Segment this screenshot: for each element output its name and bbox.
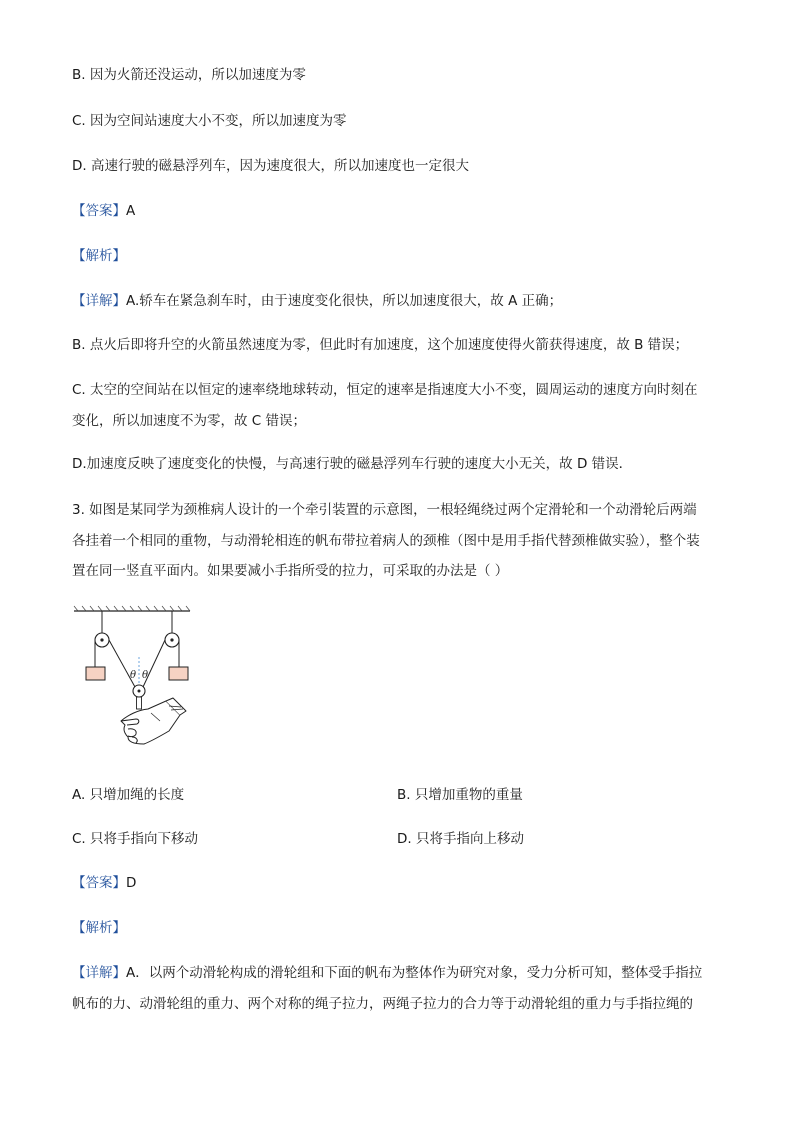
answer-value: D [126,875,137,891]
q2-detail-line-2: B. 点火后即将升空的火箭虽然速度为零，但此时有加速度，这个加速度使得火箭获得速度，故 B 错误； [72,337,689,353]
angle-label-left: θ [130,670,137,681]
q2-analysis-tag: 【解析】 [72,248,126,264]
q2-answer [72,202,135,220]
q3-option-c: C. 只将手指向下移动 [72,831,199,847]
prev-option-c: C. 因为空间站速度大小不变，所以加速度为零 [72,113,347,129]
q3-stem-line-1: 3. 如图是某同学为颈椎病人设计的一个牵引装置的示意图，一根轻绳绕过两个定滑轮和一个动滑轮后两端 [72,502,697,518]
q2-detail-line-4: 变化，所以加速度不为零，故 C 错误； [72,413,307,429]
canvas-strap [137,697,142,709]
hand-icon [121,698,186,744]
pulley-traction-figure [72,603,192,753]
q3-detail-line-1 [72,964,702,982]
q3-option-a: A. 只增加绳的长度 [72,787,185,803]
left-weight [86,667,105,680]
detail-text: A．以两个动滑轮构成的滑轮组和下面的帆布为整体作为研究对象，受力分析可知，整体受手指拉 [126,965,703,981]
q3-analysis-tag: 【解析】 [72,920,126,936]
prev-option-d: D. 高速行驶的磁悬浮列车，因为速度很大，所以加速度也一定很大 [72,158,469,174]
right-weight [169,667,188,680]
angle-label-right: θ [142,670,149,681]
q2-detail-line-5: D.加速度反映了速度变化的快慢，与高速行驶的磁悬浮列车行驶的速度大小无关，故 D 错误． [72,456,633,472]
answer-tag: 【答案】 [72,203,126,219]
q3-answer [72,874,136,892]
q3-stem-line-3: 置在同一竖直平面内。如果要减小手指所受的拉力，可采取的办法是（ ） [72,563,509,579]
detail-text: A.轿车在紧急刹车时，由于速度变化很快，所以加速度很大，故 A 正确； [126,293,563,309]
q3-detail-line-2: 帆布的力、动滑轮组的重力、两个对称的绳子拉力，两绳子拉力的合力等于动滑轮组的重力与手指拉绳的 [72,996,693,1012]
detail-tag: 【详解】 [72,965,126,981]
q3-option-b: B. 只增加重物的重量 [397,787,523,803]
prev-option-b: B. 因为火箭还没运动，所以加速度为零 [72,67,306,83]
answer-value: A [126,203,136,219]
q3-option-d: D. 只将手指向上移动 [397,831,524,847]
q2-detail-line-3: C. 太空的空间站在以恒定的速率绕地球转动，恒定的速率是指速度大小不变，圆周运动的速度方向时刻在 [72,382,698,398]
q2-detail-line-1 [72,292,562,310]
q3-stem-line-2: 各挂着一个相同的重物，与动滑轮相连的帆布带拉着病人的颈椎（图中是用手指代替颈椎做实验），整个装 [72,533,700,549]
detail-tag: 【详解】 [72,293,126,309]
answer-tag: 【答案】 [72,875,126,891]
